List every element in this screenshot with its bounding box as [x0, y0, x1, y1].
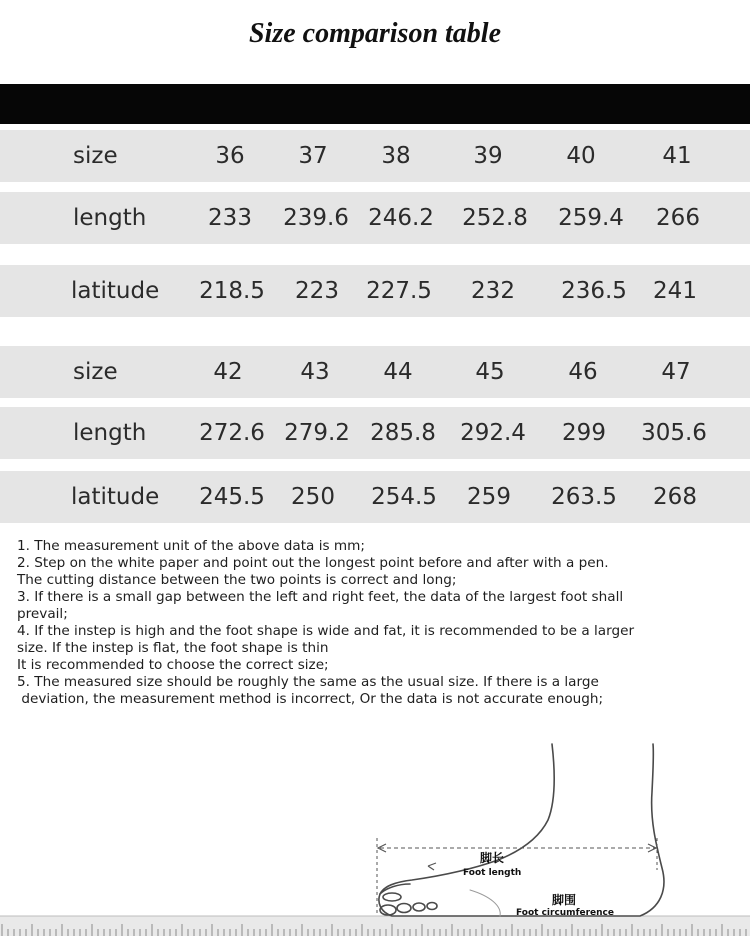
table-cell: 299 [562, 420, 606, 446]
table-cell: 268 [653, 484, 697, 510]
note-line: deviation, the measurement method is incorrect, Or the data is not accurate enough; [17, 691, 604, 707]
table-cell: 39 [473, 143, 503, 169]
row-label: size [73, 143, 118, 169]
table-cell: 266 [656, 205, 700, 231]
table-row-size-1 [0, 130, 750, 182]
row-label: size [73, 359, 118, 385]
table-row-length-2 [0, 407, 750, 459]
table-cell: 254.5 [371, 484, 437, 510]
note-line: It is recommended to choose the correct size; [17, 657, 329, 673]
table-row-size-2 [0, 346, 750, 398]
table-cell: 285.8 [370, 420, 436, 446]
note-line: prevail; [17, 606, 68, 622]
table-cell: 292.4 [460, 420, 526, 446]
foot-circumference-cn-label: 脚围 [552, 893, 577, 907]
foot-measurement-illustration [0, 730, 750, 950]
table-cell: 259.4 [558, 205, 624, 231]
table-cell: 40 [566, 143, 596, 169]
note-line: 4. If the instep is high and the foot shape is wide and fat, it is recommended to be a larger [17, 623, 635, 639]
note-line: 5. The measured size should be roughly the same as the usual size. If there is a large [17, 674, 599, 690]
foot-length-cn-label: 脚长 [480, 851, 505, 865]
table-cell: 46 [568, 359, 598, 385]
table-row-latitude-1 [0, 265, 750, 317]
table-cell: 232 [471, 278, 515, 304]
table-cell: 305.6 [641, 420, 707, 446]
table-cell: 233 [208, 205, 252, 231]
table-cell: 259 [467, 484, 511, 510]
foot-length-en-label: Foot length [463, 868, 522, 878]
table-cell: 218.5 [199, 278, 265, 304]
table-cell: 38 [381, 143, 411, 169]
row-label: latitude [71, 278, 160, 304]
table-cell: 246.2 [368, 205, 434, 231]
table-cell: 241 [653, 278, 697, 304]
ruler-icon [0, 916, 750, 936]
table-cell: 37 [298, 143, 328, 169]
note-line: 2. Step on the white paper and point out the longest point before and after with a pen. [17, 555, 609, 571]
note-line: The cutting distance between the two points is correct and long; [17, 572, 457, 588]
foot-circumference-en-label: Foot circumference [516, 908, 614, 918]
note-line: size. If the instep is flat, the foot shape is thin [17, 640, 329, 656]
table-cell: 239.6 [283, 205, 349, 231]
table-row-length-1 [0, 192, 750, 244]
measurement-notes [17, 538, 737, 708]
header-bar [0, 84, 750, 124]
table-cell: 47 [661, 359, 691, 385]
note-line: 1. The measurement unit of the above data is mm; [17, 538, 365, 554]
table-cell: 227.5 [366, 278, 432, 304]
table-cell: 245.5 [199, 484, 265, 510]
table-cell: 36 [215, 143, 245, 169]
table-cell: 41 [662, 143, 692, 169]
table-cell: 42 [213, 359, 243, 385]
foot-outline-icon [379, 744, 664, 916]
row-label: length [73, 420, 147, 446]
row-label: length [73, 205, 147, 231]
table-cell: 223 [295, 278, 339, 304]
table-cell: 263.5 [551, 484, 617, 510]
row-label: latitude [71, 484, 160, 510]
page-title: Size comparison table [248, 18, 501, 49]
table-cell: 236.5 [561, 278, 627, 304]
note-line: 3. If there is a small gap between the left and right feet, the data of the largest foot shall [17, 589, 624, 605]
table-cell: 250 [291, 484, 335, 510]
table-cell: 252.8 [462, 205, 528, 231]
table-cell: 272.6 [199, 420, 265, 446]
table-cell: 44 [383, 359, 413, 385]
table-cell: 45 [475, 359, 505, 385]
table-cell: 279.2 [284, 420, 350, 446]
table-cell: 43 [300, 359, 330, 385]
table-row-latitude-2 [0, 471, 750, 523]
